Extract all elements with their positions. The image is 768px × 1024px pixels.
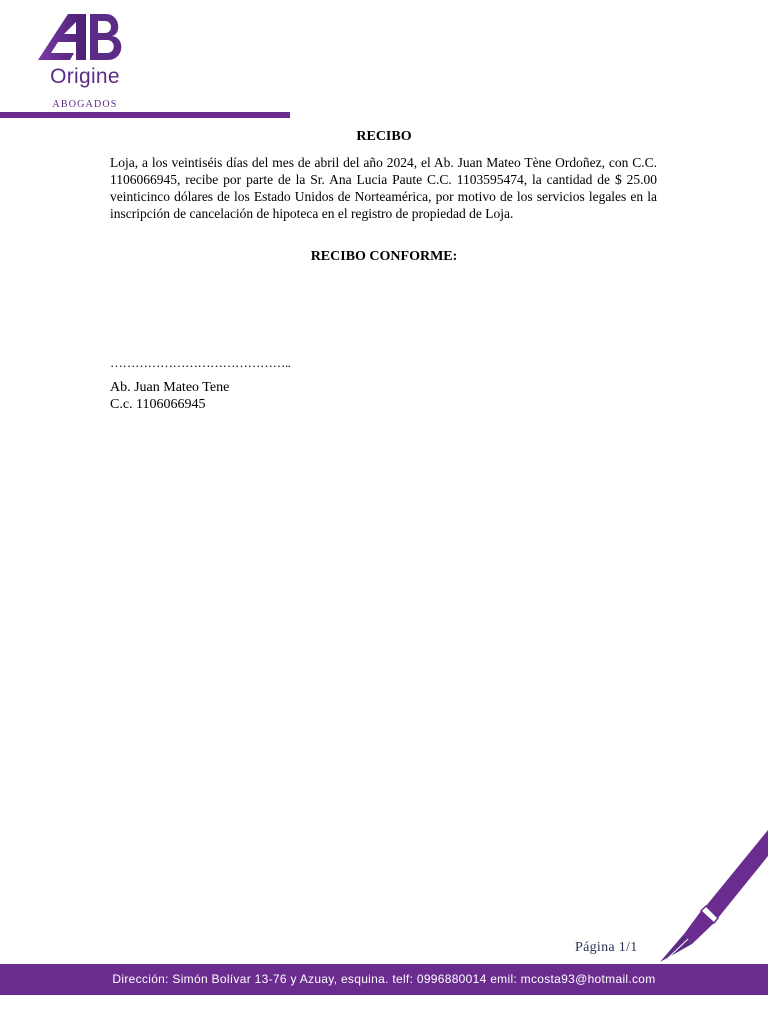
ab-monogram-icon — [34, 8, 130, 68]
receipt-conforme-heading: RECIBO CONFORME: — [310, 249, 458, 264]
footer-address-bar — [0, 964, 768, 995]
signer-id: C.c. 1106066945 — [110, 397, 206, 412]
header-rule — [0, 112, 290, 118]
footer-address: Dirección: Simón Bolívar 13-76 y Azuay, esquina. telf: 0996880014 emil: mcosta93@hotmail.com — [112, 972, 656, 986]
signer-block — [110, 379, 229, 413]
brand-subtitle: ABOGADOS — [52, 99, 118, 110]
fountain-pen-icon — [648, 826, 768, 966]
page-number: Página 1/1 — [575, 940, 638, 955]
document-title: RECIBO — [356, 129, 412, 144]
signature-line: …………………………………….. — [110, 355, 291, 370]
signer-name: Ab. Juan Mateo Tene — [110, 380, 230, 395]
receipt-body: Loja, a los veintiséis días del mes de abril del año 2024, el Ab. Juan Mateo Tène Ordoñez, con C.C. 1106066945, recibe por parte de la Sr. Ana Lucia Paute C.C. 1103595474, la cantidad de $ 25.00 veinticinco dólares de los Estado Unidos de Norteamérica, por motivo de los servicios legales en la inscripción de cancelación de hipoteca en el registro de propiedad de Loja. — [110, 155, 657, 221]
firm-logo — [34, 8, 130, 110]
brand-name: Origine — [50, 65, 120, 88]
